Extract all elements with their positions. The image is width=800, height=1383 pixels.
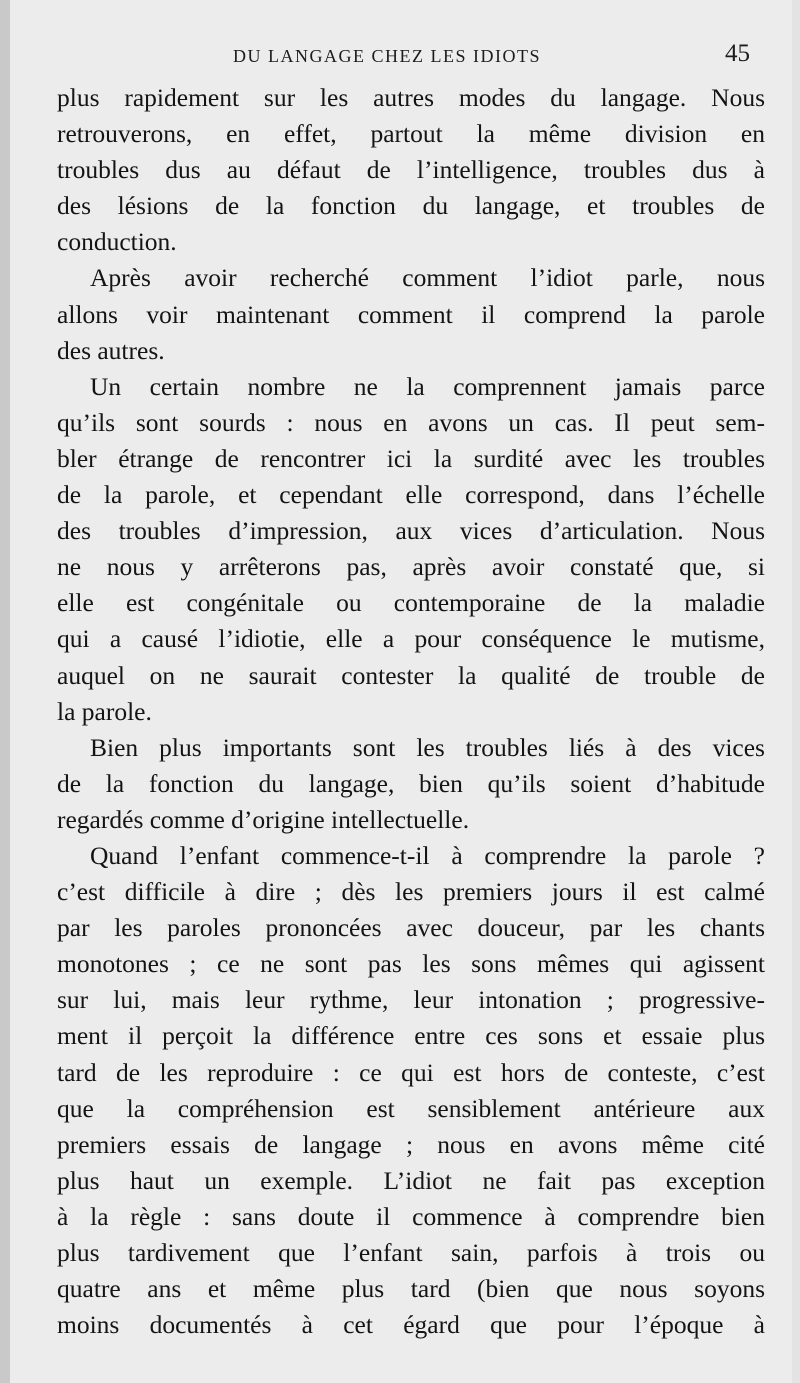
text-line: que la compréhension est sensiblement antérieure aux bbox=[57, 1093, 765, 1123]
text-line: qu’ils sont sourds : nous en avons un cas. Il peut sem- bbox=[57, 407, 765, 437]
paragraph-1 bbox=[57, 80, 765, 260]
text-line: auquel on ne saurait contester la qualité de trouble de bbox=[57, 660, 765, 690]
text-line: ment il perçoit la différence entre ces sons et essaie plus bbox=[57, 1021, 765, 1051]
text-line: conduction. bbox=[57, 227, 177, 257]
text-line: moins documentés à cet égard que pour l’époque à bbox=[57, 1310, 765, 1340]
text-line: qui a causé l’idiotie, elle a pour conséquence le mutisme, bbox=[57, 624, 765, 654]
text-line: ne nous y arrêterons pas, après avoir constaté que, si bbox=[57, 552, 765, 582]
text-line: Quand l’enfant commence-t-il à comprendre la parole ? bbox=[90, 840, 765, 870]
text-line: sur lui, mais leur rythme, leur intonation ; progressive- bbox=[57, 985, 765, 1015]
text-line: plus haut un exemple. L’idiot ne fait pas exception bbox=[57, 1165, 765, 1195]
text-line: tard de les reproduire : ce qui est hors de conteste, c’est bbox=[57, 1057, 765, 1087]
text-line: Bien plus importants sont les troubles liés à des vices bbox=[90, 732, 765, 762]
text-line: monotones ; ce ne sont pas les sons mêmes qui agissent bbox=[57, 949, 765, 979]
text-line: plus rapidement sur les autres modes du langage. Nous bbox=[57, 83, 765, 112]
text-line: premiers essais de langage ; nous en avons même cité bbox=[57, 1129, 765, 1159]
text-line: regardés comme d’origine intellectuelle. bbox=[57, 804, 470, 834]
text-line: retrouverons, en effet, partout la même division en bbox=[57, 119, 765, 149]
text-line: quatre ans et même plus tard (bien que nous soyons bbox=[57, 1274, 765, 1304]
paragraph-3 bbox=[57, 369, 765, 730]
text-line: Après avoir recherché comment l’idiot parle, nous bbox=[90, 263, 765, 293]
text-line: troubles dus au défaut de l’intelligence, troubles dus à bbox=[57, 155, 765, 185]
paragraph-4 bbox=[57, 730, 765, 838]
text-line: plus tardivement que l’enfant sain, parfois à trois ou bbox=[57, 1238, 765, 1267]
text-line: de la fonction du langage, bien qu’ils soient d’habitude bbox=[57, 768, 765, 798]
text-line: de la parole, et cependant elle correspond, dans l’échelle bbox=[57, 480, 765, 510]
text-line: Un certain nombre ne la comprennent jamais parce bbox=[90, 371, 765, 401]
text-line: elle est congénitale ou contemporaine de la maladie bbox=[57, 588, 765, 618]
page-header bbox=[48, 36, 750, 76]
text-line: à la règle : sans doute il commence à comprendre bien bbox=[57, 1201, 765, 1231]
paragraph-2 bbox=[57, 260, 765, 368]
text-line: allons voir maintenant comment il comprend la parole bbox=[57, 299, 765, 329]
body-text bbox=[57, 80, 765, 1343]
text-line: c’est difficile à dire ; dès les premiers jours il est calmé bbox=[57, 877, 765, 907]
text-line: par les paroles prononcées avec douceur, par les chants bbox=[57, 913, 765, 943]
running-title: DU LANGAGE CHEZ LES IDIOTS bbox=[233, 46, 541, 66]
text-line: des lésions de la fonction du langage, et troubles de bbox=[57, 191, 765, 221]
paragraph-5 bbox=[57, 838, 765, 1343]
text-line: bler étrange de rencontrer ici la surdité avec les troubles bbox=[57, 443, 765, 473]
text-line: la parole. bbox=[57, 696, 152, 726]
text-line: des autres. bbox=[57, 335, 165, 365]
page-number: 45 bbox=[725, 40, 750, 67]
text-line: des troubles d’impression, aux vices d’articulation. Nous bbox=[57, 516, 765, 546]
